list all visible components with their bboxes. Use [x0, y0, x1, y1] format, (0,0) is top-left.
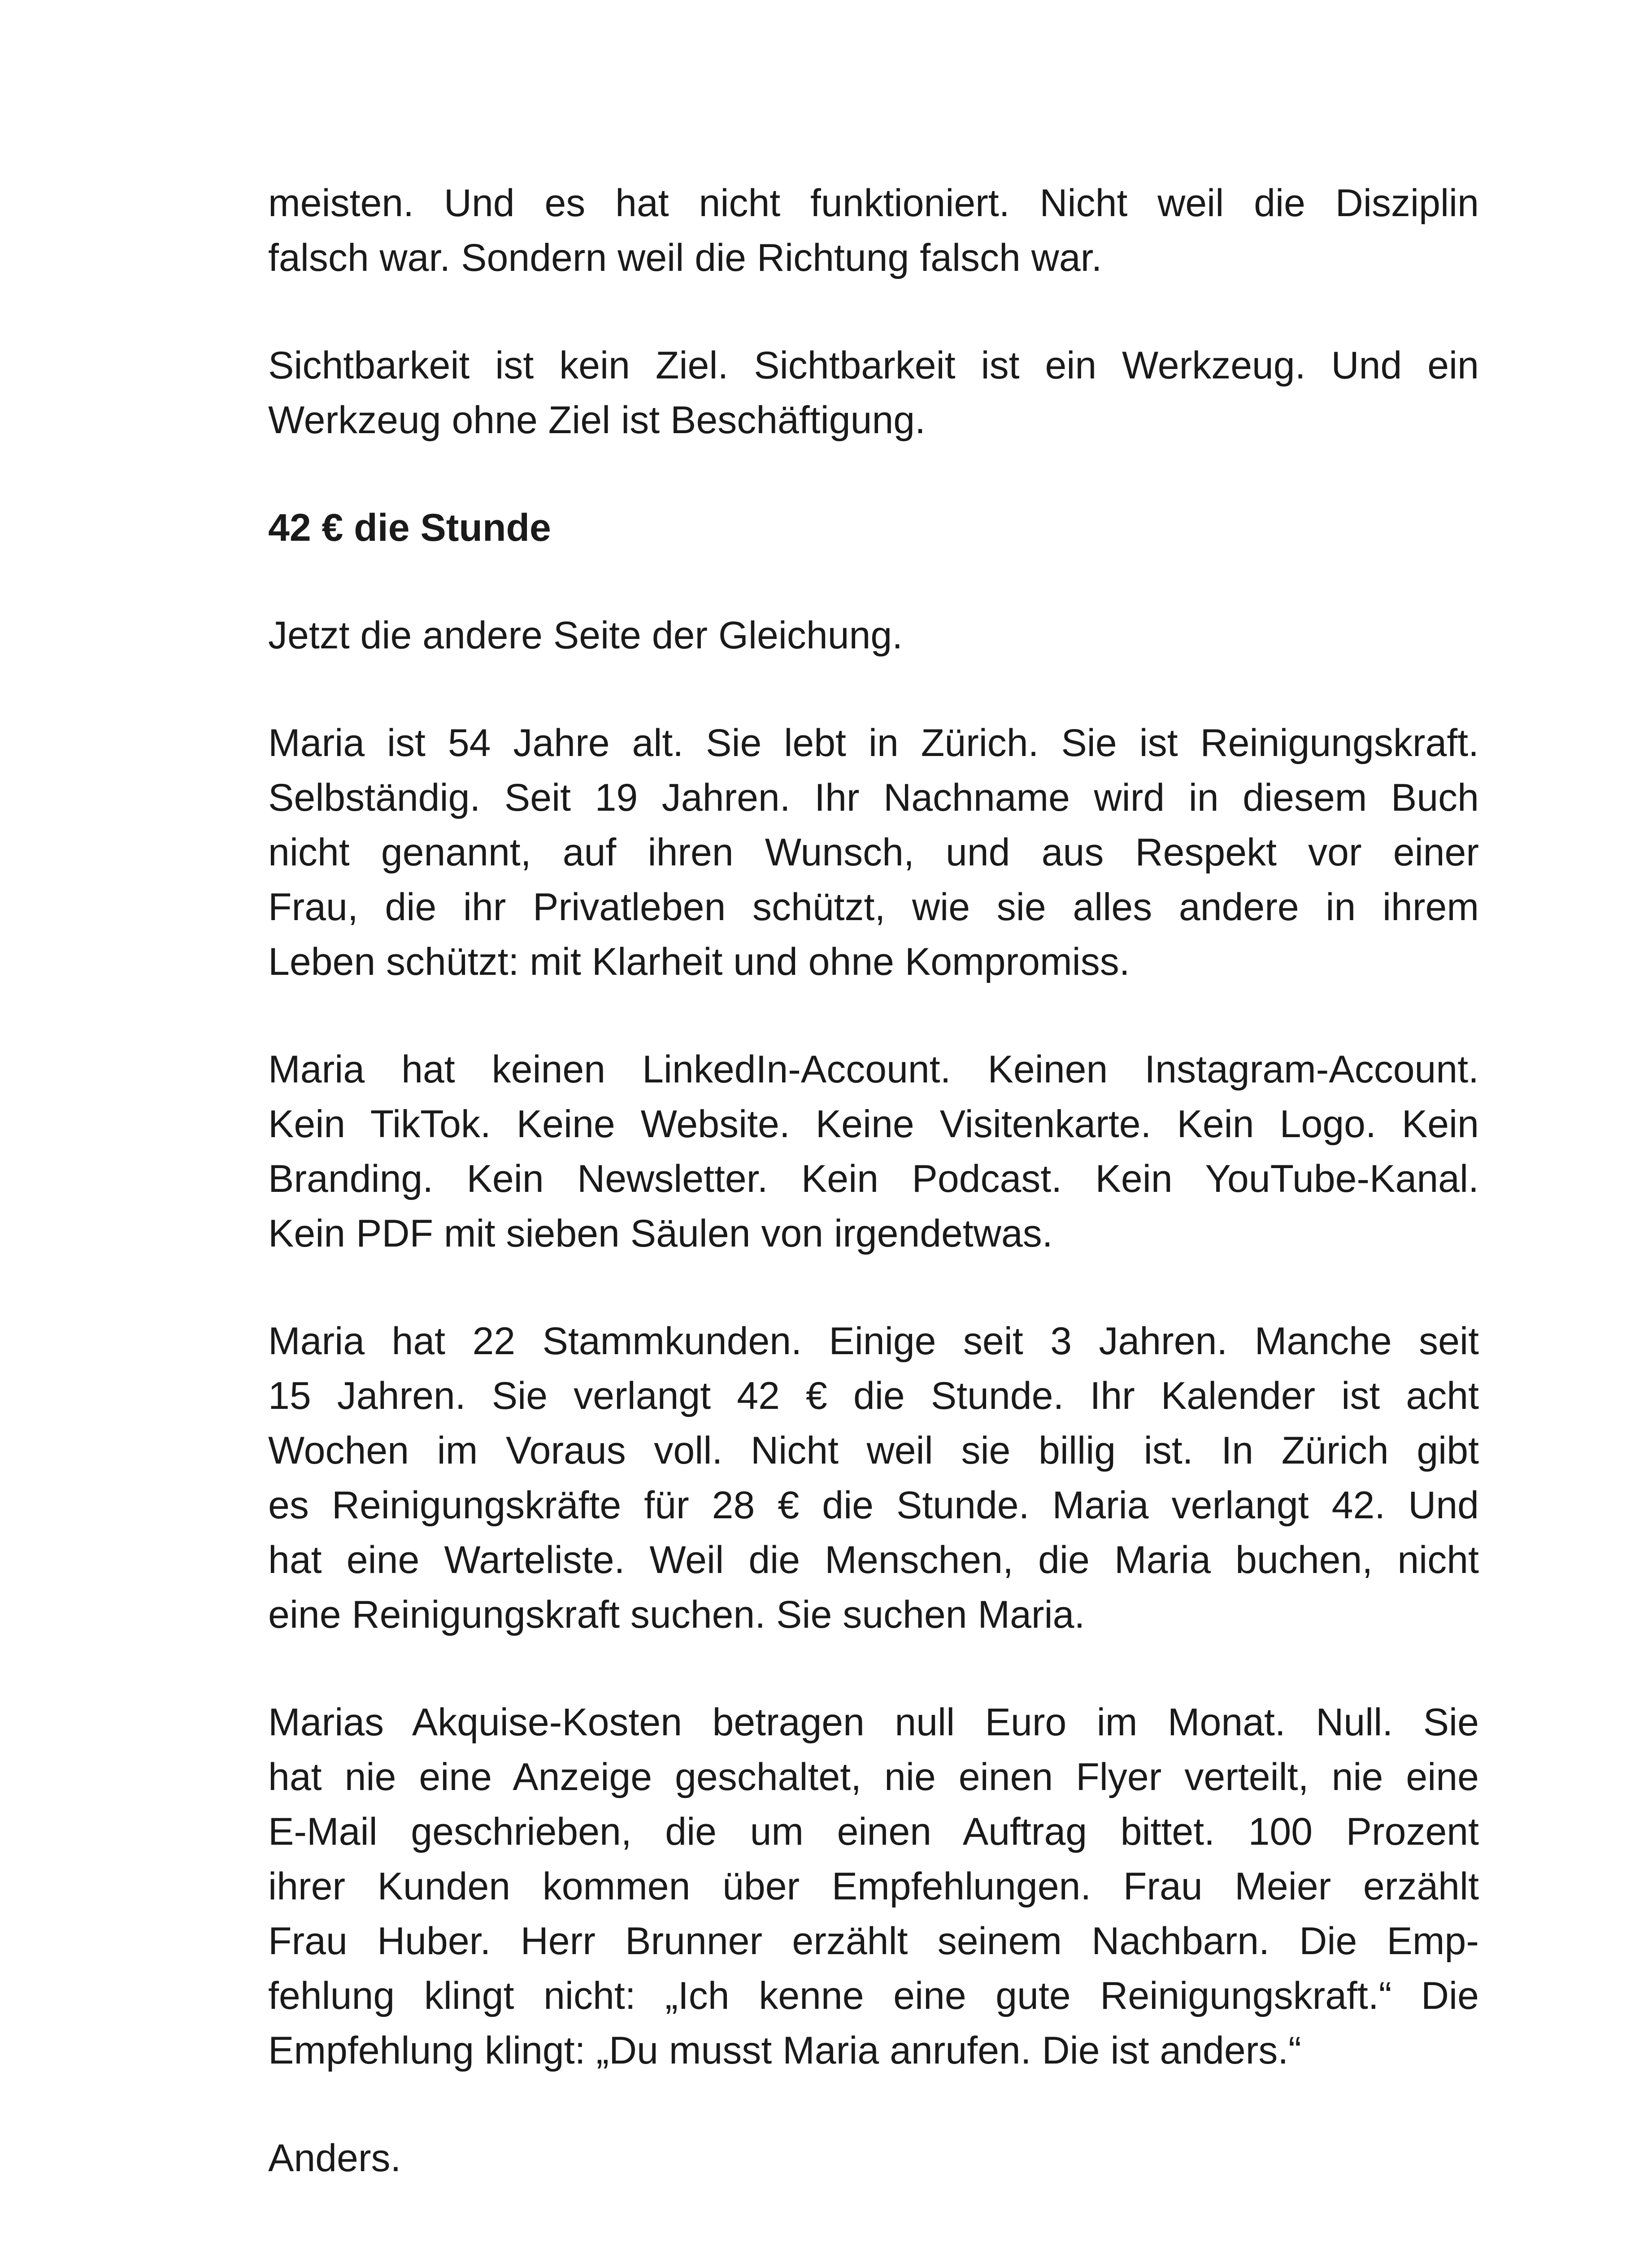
text-line: Selbständig. Seit 19 Jahren. Ihr Nachname wird in diesem Buch	[268, 776, 1479, 819]
text-line: eine Reinigungskraft suchen. Sie suchen Maria.	[268, 1593, 1085, 1636]
text-line: 15 Jahren. Sie verlangt 42 € die Stunde. Ihr Kalender ist acht	[268, 1374, 1479, 1417]
text-line: Maria hat keinen LinkedIn-Account. Keinen Instagram-Account.	[268, 1048, 1479, 1091]
text-line: falsch war. Sondern weil die Richtung falsch war.	[268, 236, 1102, 279]
text-line: ihrer Kunden kommen über Empfehlungen. Frau Meier erzählt	[268, 1865, 1479, 1908]
paragraph	[268, 608, 1479, 663]
page-body	[268, 176, 1479, 2186]
text-line: Sichtbarkeit ist kein Ziel. Sichtbarkeit ist ein Werkzeug. Und ein	[268, 344, 1479, 387]
paragraph	[268, 176, 1479, 285]
text-line: Kein TikTok. Keine Website. Keine Visitenkarte. Kein Logo. Kein	[268, 1103, 1479, 1146]
text-line: Wochen im Voraus voll. Nicht weil sie billig ist. In Zürich gibt	[268, 1429, 1479, 1472]
paragraph	[268, 1314, 1479, 1642]
text-line: es Reinigungskräfte für 28 € die Stunde. Maria verlangt 42. Und	[268, 1484, 1479, 1527]
text-line: E-Mail geschrieben, die um einen Auftrag bittet. 100 Prozent	[268, 1810, 1479, 1853]
text-line: Leben schützt: mit Klarheit und ohne Kompromiss.	[268, 940, 1130, 983]
text-line: Frau Huber. Herr Brunner erzählt seinem Nachbarn. Die Emp-	[268, 1920, 1479, 1963]
text-line: Anders.	[268, 2137, 401, 2180]
text-line: meisten. Und es hat nicht funktioniert. Nicht weil die Disziplin	[268, 182, 1479, 225]
text-line: Werkzeug ohne Ziel ist Beschäftigung.	[268, 399, 926, 442]
paragraph	[268, 1695, 1479, 2078]
text-line: nicht genannt, auf ihren Wunsch, und aus Respekt vor einer	[268, 831, 1479, 874]
text-line: Kein PDF mit sieben Säulen von irgendetwas.	[268, 1212, 1053, 1255]
paragraph	[268, 338, 1479, 448]
text-line: Jetzt die andere Seite der Gleichung.	[268, 614, 903, 657]
text-line: Frau, die ihr Privatleben schützt, wie sie alles andere in ihrem	[268, 886, 1479, 929]
text-line: Marias Akquise-Kosten betragen null Euro im Monat. Null. Sie	[268, 1701, 1479, 1744]
text-line: hat eine Warteliste. Weil die Menschen, die Maria buchen, nicht	[268, 1538, 1479, 1582]
text-line: fehlung klingt nicht: „Ich kenne eine gute Reinigungskraft.“ Die	[268, 1974, 1479, 2017]
text-line: Empfehlung klingt: „Du musst Maria anrufen. Die ist anders.“	[268, 2029, 1301, 2072]
text-line: Maria ist 54 Jahre alt. Sie lebt in Zürich. Sie ist Reinigungskraft.	[268, 721, 1479, 765]
paragraph	[268, 2131, 1479, 2186]
text-line: hat nie eine Anzeige geschaltet, nie einen Flyer verteilt, nie eine	[268, 1755, 1479, 1799]
text-line: Branding. Kein Newsletter. Kein Podcast. Kein YouTube-Kanal.	[268, 1157, 1479, 1200]
paragraph	[268, 1042, 1479, 1261]
paragraph	[268, 716, 1479, 989]
text-line: Maria hat 22 Stammkunden. Einige seit 3 Jahren. Manche seit	[268, 1320, 1479, 1363]
section-heading: 42 € die Stunde	[268, 506, 551, 549]
